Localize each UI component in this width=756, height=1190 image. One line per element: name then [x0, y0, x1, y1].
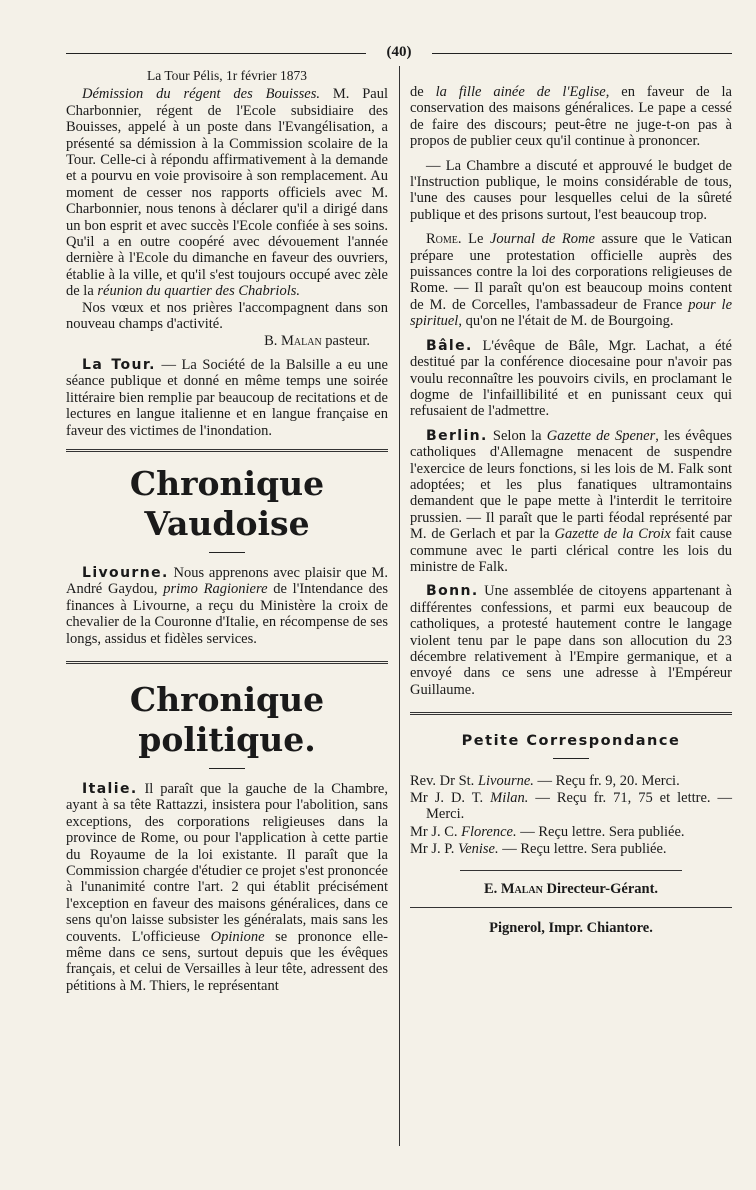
left-column	[66, 68, 388, 1180]
corr-recipient: Rev. Dr St.	[410, 772, 478, 789]
demission-italic: réunion du quartier des Chabriols.	[97, 283, 301, 300]
title-dash	[209, 768, 245, 769]
section-rule	[66, 449, 388, 452]
corr-recipient: Mr J. D. T.	[410, 790, 491, 807]
chronique-politique-title: Chronique politique.	[129, 679, 325, 759]
bonn-text: Une assemblée de citoyens appartenant à différentes confessions, et parmi eux beaucoup de catholiques, a protesté hautement contre le langage violent tenu par le pape dans son allocution du 23 décembre relativement à l'Empire germanique, et a envoyé dans ce sens une adresse à l'Empéreur Guillaume.	[410, 583, 732, 698]
directeur-initial: E.	[483, 880, 501, 897]
chronique-vaudoise-title: Chronique Vaudoise	[129, 463, 325, 543]
imprimerie: Pignerol, Impr. Chiantore.	[489, 920, 653, 937]
demission-paragraph	[66, 86, 388, 299]
column-divider	[399, 66, 400, 1146]
berlin-text-a: Selon la	[487, 427, 547, 444]
footer-rule	[460, 870, 682, 871]
cont-italic: la fille ainée de l'Eglise	[435, 84, 606, 100]
corr-city: Venise.	[457, 841, 499, 858]
voeux-paragraph: Nos vœux et nos prières l'accompagnent dans son nouveau champs d'activité.	[66, 299, 388, 333]
rome-title: Rome.	[426, 231, 462, 248]
italie-paragraph	[66, 781, 388, 994]
corr-city: Livourne.	[477, 772, 534, 789]
rome-italic-b: Journal de Rome	[489, 231, 595, 248]
rome-text-a: Le	[461, 231, 490, 248]
signature-name: Malan	[281, 332, 322, 349]
livourne-title: Livourne.	[82, 564, 169, 581]
directeur-name: Malan	[500, 880, 543, 897]
latour-title: La Tour.	[82, 356, 156, 373]
livourne-paragraph	[66, 565, 388, 647]
list-item	[410, 790, 732, 823]
directeur-role: Directeur-Gérant.	[542, 880, 659, 897]
livourne-italic: primo Ragioniere	[163, 581, 268, 598]
chambre-paragraph: — La Chambre a discuté et approuvé le budget de l'Instruction publique, le moins considérable de tous, l'une des causes pour lesquelles celui de la sûreté publique et des prisons surtout, l'est beaucoup trop.	[410, 157, 732, 223]
corr-recipient: Mr J. C.	[410, 823, 462, 840]
list-item	[410, 824, 732, 840]
corr-text: — Reçu fr. 9, 20. Merci.	[533, 772, 680, 789]
italie-italic: Opinione	[210, 928, 265, 945]
corr-text: — Reçu fr. 71, 75 et lettre. — Merci.	[426, 790, 732, 823]
italie-text-c: se prononce elle-même dans ce sens, surtout depuis que les évêques français, et celui de Versailles à leur tête, adressent des pétitions à M. Thiers, le représentant	[66, 928, 388, 994]
continuation-paragraph	[410, 84, 732, 150]
correspondence-list	[410, 773, 732, 858]
dateline: La Tour Pélis, 1r février 1873	[146, 68, 308, 83]
section-rule	[66, 661, 388, 664]
section-rule	[410, 712, 732, 715]
latour-text: — La Société de la Balsille a eu une séance publique et donné en même temps une soirée littéraire bien remplie par beaucoup de recitations et de lectures en langue italienne et en langue française en faveur des victimes de l'inondation.	[66, 356, 388, 439]
italie-title: Italie.	[82, 780, 138, 797]
berlin-italic-d: Gazette de la Croix	[554, 526, 671, 543]
signature-role: pasteur.	[321, 332, 370, 349]
corr-text: — Reçu lettre. Sera publiée.	[516, 823, 685, 840]
cont-text-a: de	[410, 84, 436, 100]
list-item	[410, 773, 732, 789]
title-dash	[209, 552, 245, 553]
corr-recipient: Mr J. P.	[410, 841, 458, 858]
demission-title: Démission du régent des Bouisses.	[82, 86, 320, 103]
bale-paragraph	[410, 338, 732, 420]
petite-correspondance-title: Petite Correspondance	[461, 733, 681, 750]
corr-city: Florence.	[461, 823, 517, 840]
title-dash	[553, 758, 589, 759]
berlin-title: Berlin.	[426, 427, 488, 444]
berlin-text-e: fait cause commune avec le parti clérical contre les lois du ministre de Falk.	[410, 526, 732, 575]
berlin-italic-b: Gazette de Spener	[546, 427, 656, 444]
signature-initial: B.	[264, 332, 281, 349]
rome-text-c: assure que le Vatican prépare une protestation officielle auprès des puissances contre la loi des corporations religieuses de Rome. — Il paraît qu'on est beaucoup moins content de M. de Corcelles, l'ambassadeur de France	[410, 231, 732, 313]
corr-city: Milan.	[490, 790, 529, 807]
rome-italic-d: pour le spirituel	[410, 296, 733, 330]
right-column	[410, 84, 732, 1180]
berlin-paragraph	[410, 428, 732, 576]
page-number: (40)	[66, 44, 732, 61]
rome-paragraph	[410, 231, 732, 329]
directeur-gerant	[410, 881, 732, 897]
footer-rule	[410, 907, 732, 908]
livourne-text-c: de l'Intendance des finances à Livourne, a reçu du Ministère la croix de chevalier de la Couronne d'Italie, en récompense de ses longs, assidus et fidèles services.	[66, 581, 388, 647]
bale-title: Bâle.	[426, 337, 473, 354]
livourne-text-a: Nous apprenons avec plaisir que M. André Gaydou,	[66, 564, 388, 598]
demission-text: M. Paul Charbonnier, régent de l'Ecole subsidiaire des Bouisses, appelé à un poste dans l'Evangélisation, a présenté sa démission à la Commission scolaire de la Tour. Celle-ci à répondu affirmativement à la demande et a pourvu en voie provisoire à son remplacement. Au moment de cesser nos rapports officiels avec M. Charbonnier, nous tenons à déclarer qu'il a dirigé dans un bon esprit et avec succès l'Ecole confiée à ses soins. Qu'il a en outre coopéré avec dévouement l'année dernière à l'Ecole du dimanche en faveur des ouvriers, établie à la ville, et qu'il s'est toujours occupé avec zèle de la	[66, 86, 389, 300]
berlin-text-c: , les évêques catholiques d'Allemagne menacent de suspendre l'exercice de leurs fonctions, si les lois de M. Falk sont adoptées; et les plus fanatiques ultramontains demandent que le pape mette à l'interdit le territoire prussien. — Il paraît que le parti féodal représenté par M. de Gerlach et par la	[410, 427, 732, 543]
signature	[66, 333, 388, 349]
latour-paragraph	[66, 357, 388, 439]
bonn-paragraph	[410, 583, 732, 698]
bale-text: L'évêque de Bâle, Mgr. Lachat, a été destitué par la conférence diocesaine pour n'avoir pas voulu reconnaître les pouvoirs civils, en proclamant le dogme de l'infaillibilité et en punissant ceux qui refusaient de l'admettre.	[410, 337, 732, 420]
corr-text: — Reçu lettre. Sera publiée.	[498, 841, 667, 858]
rome-text-e: , qu'on ne l'était de M. de Bourgoing.	[458, 313, 674, 330]
cont-text-c: , en faveur de la conservation des maisons généralices. Le pape a cessé de faire des discours; peut-être ne juge-t-on pas à propos de publier ceux qu'il continue à prononcer.	[410, 84, 732, 150]
italie-text-a: Il paraît que la gauche de la Chambre, ayant à sa tête Rattazzi, insistera pour l'abolition, sans exceptions, des corporations religieuses dans la province de Rome, ou pour l'application à cette partie du Royaume de la loi existante. Il paraît que la Commission chargée d'étudier ce projet s'est prononcée à l'unanimité contre l'art. 2 qui établit précisément l'exception en faveur des maisons généralices, dans ce sens qu'on laisse subsister les généralats, mais sans les couvents. L'officieuse	[66, 780, 388, 945]
bonn-title: Bonn.	[426, 583, 479, 600]
list-item	[410, 841, 732, 857]
